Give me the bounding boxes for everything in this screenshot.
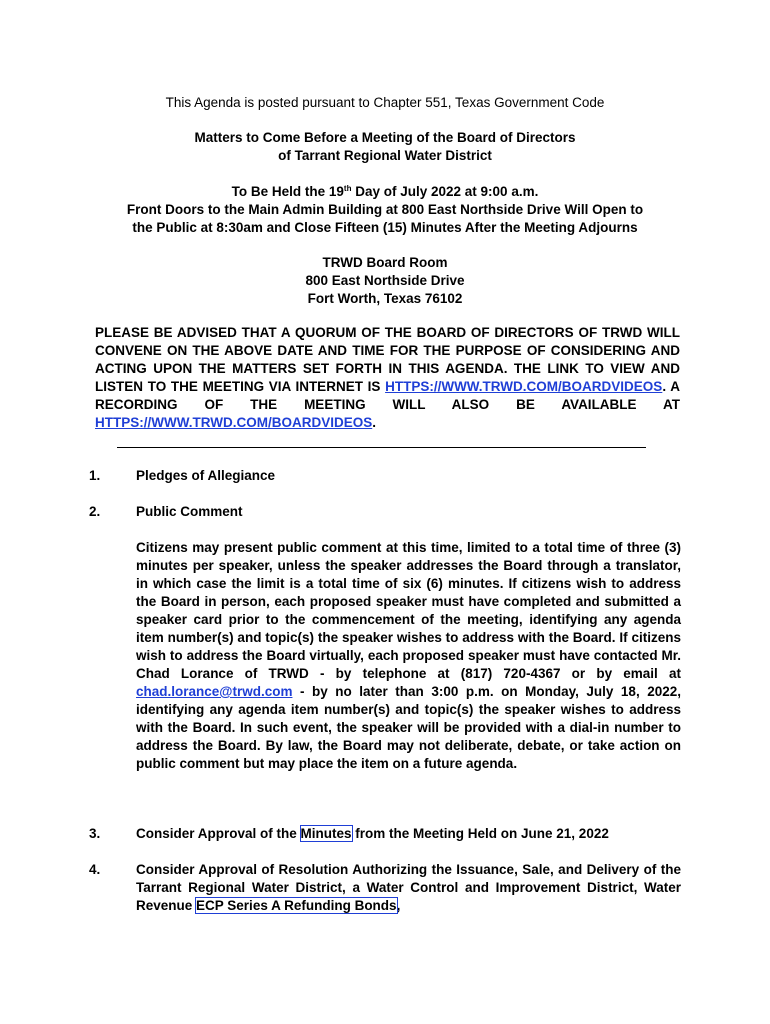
meeting-date-prefix: To Be Held the 19 — [231, 184, 344, 199]
location-street: 800 East Northside Drive — [305, 273, 465, 288]
agenda-item-number: 2. — [89, 504, 101, 519]
posted-notice: This Agenda is posted pursuant to Chapter 551, Texas Government Code — [165, 95, 605, 110]
agenda-item-title: Pledges of Allegiance — [136, 468, 276, 483]
board-videos-recording-link[interactable]: HTTPS://WWW.TRWD.COM/BOARDVIDEOS — [95, 415, 373, 430]
agenda-item-title-part: Consider Approval of the — [136, 826, 301, 841]
doors-notice-line-1: Front Doors to the Main Admin Building at 800 East Northside Drive Will Open to — [126, 202, 644, 217]
meeting-date-suffix: Day of July 2022 at 9:00 a.m. — [351, 184, 539, 199]
agenda-item-title-part: from the Meeting Held on June 21, 2022 — [351, 826, 609, 841]
agenda-item-title — [136, 825, 681, 843]
divider — [117, 447, 646, 448]
meeting-date — [0, 183, 770, 201]
meeting-location — [0, 254, 770, 308]
agenda-item-number: 3. — [89, 826, 101, 841]
notice-period: . — [372, 415, 376, 430]
refunding-bonds-link[interactable]: ECP Series A Refunding Bonds — [196, 898, 397, 913]
meeting-title-line-2: of Tarrant Regional Water District — [278, 148, 492, 163]
doors-notice-line-2: the Public at 8:30am and Close Fifteen (15) Minutes After the Meeting Adjourns — [132, 220, 638, 235]
public-comment-text-part-1: Citizens may present public comment at this time, limited to a total time of three (3) minutes per speaker, unless the speaker addresses the Board through a translator, in which case the limit is a total time of six (6) minutes. If citizens wish to address the Board in person, each proposed speaker must have completed and submitted a speaker card prior to the commencement of the meeting, identifying any agenda item number(s) and topic(s) the speaker wishes to address with the Board. If citizens wish to address the Board virtually, each proposed speaker must have contacted Mr. Chad Lorance of TRWD - by telephone at (817) 720-4367 or by email at — [136, 540, 681, 681]
meeting-title — [0, 129, 770, 165]
meeting-title-line-1: Matters to Come Before a Meeting of the Board of Directors — [194, 130, 576, 145]
public-comment-text-part-2: - by no later than 3:00 p.m. on Monday, July 18, 2022, identifying any agenda item number(s) and topic(s) the speaker wishes to address with the Board. In such event, the speaker will be provided with a dial-in number to address the Board. By law, the Board may not deliberate, debate, or take action on public comment but may place the item on a future agenda. — [136, 684, 681, 771]
agenda-item-title-part: Consider Approval of Resolution Authorizing the Issuance, Sale, and Delivery of the Tarrant Regional Water District, a Water Control and Improvement District, Water Revenue — [136, 862, 681, 913]
quorum-notice — [95, 324, 680, 432]
quorum-notice-text: PLEASE BE ADVISED THAT A QUORUM OF THE BOARD OF DIRECTORS OF TRWD WILL CONVENE ON THE ABOVE DATE AND TIME FOR THE PURPOSE OF CONSIDERING AND ACTING UPON THE MATTERS SET FORTH IN THIS AGENDA. THE LINK TO VIEW AND LISTEN TO THE MEETING VIA INTERNET IS — [95, 325, 680, 394]
meeting-date-block — [0, 183, 770, 237]
location-room: TRWD Board Room — [322, 255, 448, 270]
agenda-item-number: 1. — [89, 468, 101, 483]
agenda-item-title: Public Comment — [136, 504, 243, 519]
agenda-item-title — [136, 861, 681, 915]
agenda-item-number: 4. — [89, 862, 101, 877]
meeting-date-ordinal: th — [343, 184, 352, 193]
recording-notice-text: . A RECORDING OF THE MEETING WILL ALSO BE AVAILABLE AT — [95, 379, 680, 412]
email-link[interactable]: chad.lorance@trwd.com — [136, 684, 293, 699]
board-videos-link[interactable]: HTTPS://WWW.TRWD.COM/BOARDVIDEOS — [385, 379, 663, 394]
location-city: Fort Worth, Texas 76102 — [307, 291, 463, 306]
agenda-item-title-part: , — [396, 898, 401, 913]
public-comment-text — [136, 539, 681, 773]
minutes-link[interactable]: Minutes — [300, 826, 352, 841]
